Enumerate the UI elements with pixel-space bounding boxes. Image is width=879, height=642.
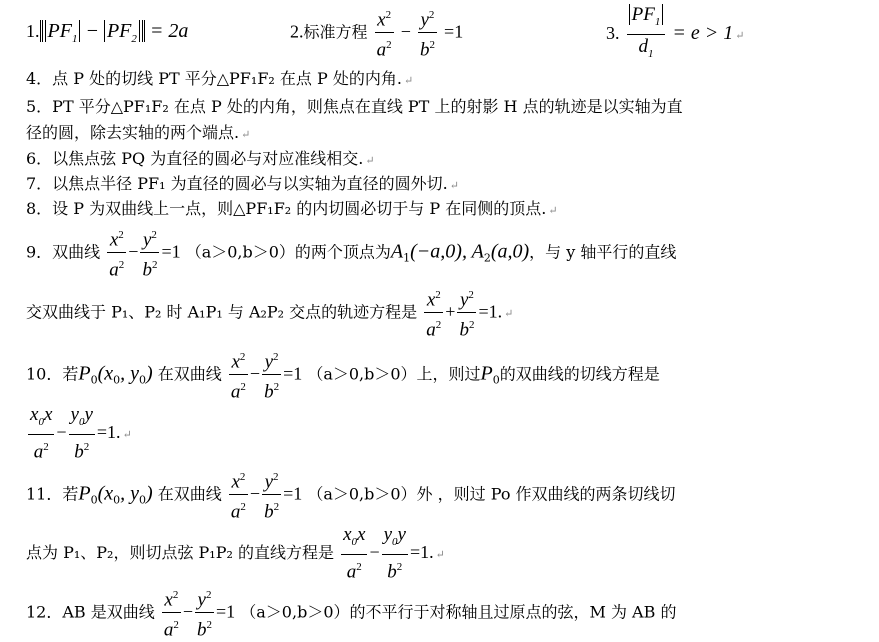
- item-8: 8．设 P 为双曲线上一点，则△PF₁F₂ 的内切圆必切于与 P 在同侧的顶点. ↵: [26, 199, 558, 218]
- item-5-line2: 径的圆，除去实轴的两个端点. ↵: [26, 123, 251, 142]
- item-12-line1: 12．AB 是双曲线 $\frac{x^2}{a^2}$ − $\frac{y^2}{b^2}$ =1 （a＞0,b＞0）的不平行于对称轴且过原点的弦，M 为 AB 的: [26, 584, 676, 642]
- item-11-line1: 11．若$P_0(x_0$, $y_0$) 在双曲线 $\frac{x^2}{a^2}$ − $\frac{y^2}{b^2}$ =1 （a＞0,b＞0）外 ，则过 Po 作双曲线的两条切线切: [26, 466, 676, 524]
- item-5-line1: 5．PT 平分△PF₁F₂ 在点 P 处的内角，则焦点在直线 PT 上的射影 H 点的轨迹是以实轴为直: [26, 97, 683, 116]
- item-7: 7．以焦点半径 PF₁ 为直径的圆必与以实轴为直径的圆外切. ↵: [26, 174, 459, 193]
- item-11-line2: 点为 P₁、P₂，则切点弦 P₁P₂ 的直线方程是 $\frac{x_0x}{a^2}$ − $\frac{y_0y}{b^2}$ =1. ↵: [26, 524, 445, 583]
- item-6: 6．以焦点弦 PQ 为直径的圆必与对应准线相交. ↵: [26, 149, 375, 168]
- item-9-line1: 9．双曲线 $\frac{x^2}{a^2}$ − $\frac{y^2}{b^2}$ =1 （a＞0,b＞0）的两个顶点为$A_1(-a,0)$, $A_2(a,0)$，与 y 轴平行的直线: [26, 224, 676, 282]
- item-10-line1: 10．若$P_0(x_0$, $y_0$) 在双曲线 $\frac{x^2}{a^2}$ − $\frac{y^2}{b^2}$ =1 （a＞0,b＞0）上，则过$P_0$的双曲线的切线方程是: [26, 346, 660, 404]
- item-9-line2: 交双曲线于 P₁、P₂ 时 A₁P₁ 与 A₂P₂ 交点的轨迹方程是 $\frac{x^2}{a^2}$ + $\frac{y^2}{b^2}$ =1. ↵: [26, 284, 513, 342]
- item-1: 1. $PF_1 - PF_2 = 2a$: [26, 20, 189, 45]
- item-10-line2: $\frac{x_0x}{a^2}$ − $\frac{y_0y}{b^2}$ =1. ↵: [30, 404, 132, 463]
- item-2: 2.标准方程 $\frac{x^2}{a^2}$ − $\frac{y^2}{b^2}$ =1: [290, 4, 463, 62]
- item-4: 4．点 P 处的切线 PT 平分△PF₁F₂ 在点 P 处的内角. ↵: [26, 69, 414, 88]
- item-3: 3. $\frac{PF_1}{d_1}$ = e > 1 ↵: [606, 4, 745, 60]
